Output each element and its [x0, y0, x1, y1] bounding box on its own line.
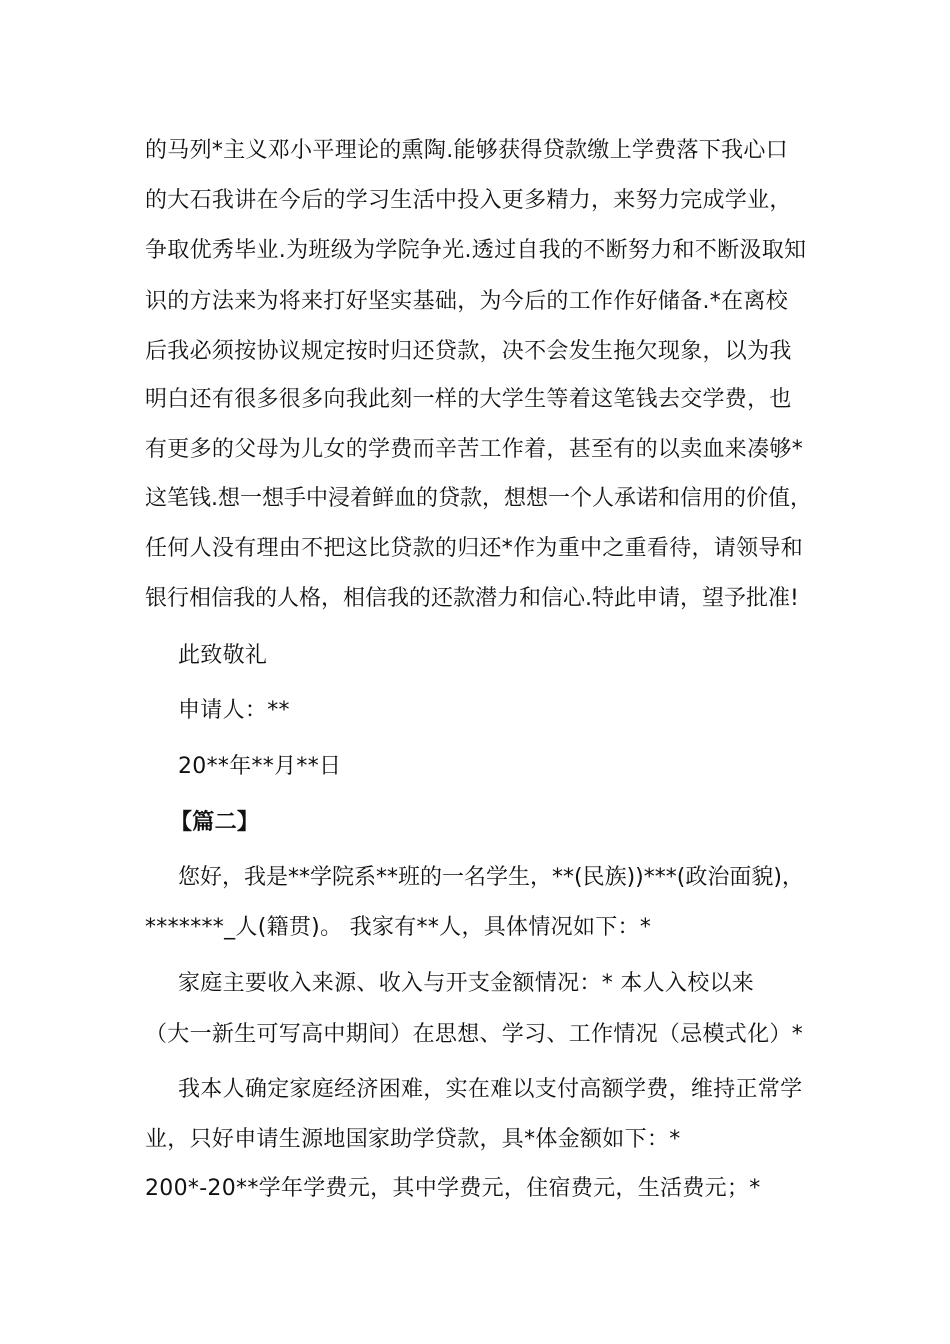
loan-line-3: 200*-20**学年学费元，其中学费元，住宿费元，生活费元；* [145, 1176, 761, 1201]
section-heading: 【篇二】 [170, 810, 260, 835]
loan-line-1: 我本人确定家庭经济困难，实在难以支付高额学费，维持正常学 [178, 1077, 803, 1102]
body-line-2: 的大石我讲在今后的学习生活中投入更多精力，来努力完成学业， [145, 188, 792, 213]
intro-line-1: 您好，我是**学院系**班的一名学生，**(民族))***(政治面貌)， [178, 865, 804, 890]
body-line-5: 后我必须按协议规定按时归还贷款，决不会发生拖欠现象，以为我 [145, 339, 792, 364]
body-line-4: 识的方法来为将来打好坚实基础，为今后的工作作好储备.*在离校 [145, 289, 788, 314]
body-line-10: 银行相信我的人格，相信我的还款潜力和信心.特此申请，望予批准! [145, 586, 799, 611]
body-line-8: 这笔钱.想一想手中浸着鲜血的贷款，想想一个人承诺和信用的价值， [145, 486, 812, 511]
body-line-3: 争取优秀毕业.为班级为学院争光.透过自我的不断努力和不断汲取知 [145, 238, 807, 263]
loan-line-2: 业，只好申请生源地国家助学贷款，具*体金额如下：* [145, 1127, 681, 1152]
income-line-2: （大一新生可写高中期间）在思想、学习、工作情况（忌模式化）* [145, 1022, 804, 1047]
closing-salutation: 此致敬礼 [178, 643, 268, 668]
body-line-7: 有更多的父母为儿女的学费而辛苦工作着，甚至有的以卖血来凑够* [145, 437, 804, 462]
intro-line-2: *******_人(籍贯)。 我家有**人，具体情况如下：* [145, 915, 652, 940]
income-line-1: 家庭主要收入来源、收入与开支金额情况：* 本人入校以来 [178, 971, 755, 996]
body-line-9: 任何人没有理由不把这比贷款的归还*作为重中之重看待，请领导和 [145, 536, 804, 561]
body-line-6: 明白还有很多很多向我此刻一样的大学生等着这笔钱去交学费，也 [145, 387, 792, 412]
body-line-1: 的马列*主义邓小平理论的熏陶.能够获得贷款缴上学费落下我心口 [145, 138, 788, 163]
date-line: 20**年**月**日 [178, 754, 342, 779]
applicant-line: 申请人：** [178, 698, 290, 723]
